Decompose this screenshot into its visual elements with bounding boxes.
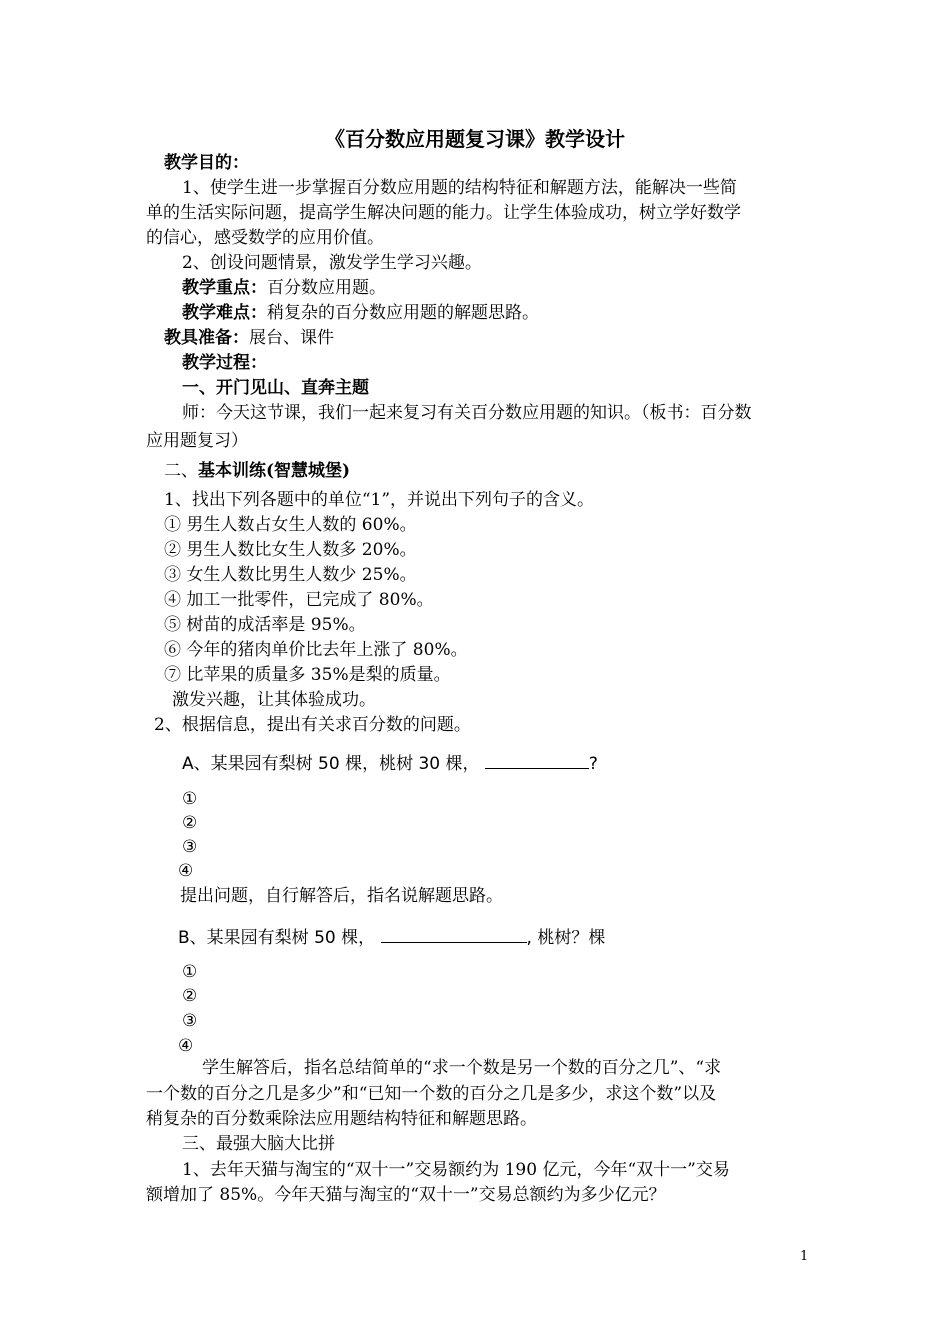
document-title: 《百分数应用题复习课》教学设计 <box>325 127 625 151</box>
difficult-point-label: 教学难点： <box>182 303 267 323</box>
difficult-point <box>182 302 539 324</box>
section-2-heading <box>164 460 350 482</box>
objective-1-line-1: 1、使学生进一步掌握百分数应用题的结构特征和解题方法，能解决一些简 <box>182 178 737 198</box>
task-2: 2、根据信息，提出有关求百分数的问题。 <box>154 715 471 735</box>
summary-line-2: 一个数的百分之几是多少”和“已知一个数的百分之几是多少，求这个数”以及 <box>146 1084 717 1104</box>
difficult-point-text: 稍复杂的百分数应用题的解题思路。 <box>267 303 539 323</box>
question-b-blank[interactable] <box>381 926 527 943</box>
list-item: ② 男生人数比女生人数多 20%。 <box>164 540 417 560</box>
question-a-mark: ② <box>182 813 198 833</box>
teaching-tools-text: 展台、课件 <box>249 328 334 348</box>
summary-line-1: 学生解答后，指名总结简单的“求一个数是另一个数的百分之几”、“求 <box>202 1058 722 1078</box>
process-heading: 教学过程： <box>182 353 267 373</box>
list-item: ① 男生人数占女生人数的 60%。 <box>164 515 417 535</box>
question-a-text: A、某果园有梨树 50 棵，桃树 30 棵， <box>182 754 480 774</box>
section-1-line-2: 应用题复习） <box>146 431 248 451</box>
question-b-mark: ② <box>182 986 198 1006</box>
question-a-note: 提出问题，自行解答后，指名说解题思路。 <box>180 886 503 906</box>
list-item: ⑤ 树苗的成活率是 95%。 <box>164 615 366 635</box>
section-3-question-1-line-1: 1、去年天猫与淘宝的“双十一”交易额约为 190 亿元，今年“双十一”交易 <box>182 1160 730 1180</box>
question-b-mark: ④ <box>178 1036 194 1056</box>
objectives-heading: 教学目的： <box>164 153 249 173</box>
summary-line-3: 稍复杂的百分数乘除法应用题结构特征和解题思路。 <box>146 1109 537 1129</box>
question-b <box>178 926 605 949</box>
question-b-mark: ③ <box>182 1011 198 1031</box>
question-a-blank[interactable] <box>485 752 589 769</box>
question-b-text: B、某果园有梨树 50 棵， <box>178 928 376 948</box>
list-item: ⑦ 比苹果的质量多 35%是梨的质量。 <box>164 665 451 685</box>
section-2-title: 基本训练(智慧城堡) <box>198 461 351 481</box>
teaching-tools-label: 教具准备： <box>164 328 249 348</box>
section-3-question-1-line-2: 额增加了 85%。今年天猫与淘宝的“双十一”交易总额约为多少亿元？ <box>146 1185 666 1205</box>
section-2-prefix: 二、 <box>164 461 198 481</box>
question-b-end: , 桃树？棵 <box>526 928 606 948</box>
question-a-end: ? <box>588 754 598 774</box>
objective-1-line-3: 的信心，感受数学的应用价值。 <box>146 228 384 248</box>
teaching-tools <box>164 327 334 349</box>
page-number: 1 <box>800 1249 809 1264</box>
objective-1-line-2: 单的生活实际问题，提高学生解决问题的能力。让学生体验成功，树立学好数学 <box>146 203 741 223</box>
encourage-note: 激发兴趣，让其体验成功。 <box>172 690 376 710</box>
question-a-mark: ③ <box>182 837 198 857</box>
objective-2: 2、创设问题情景，激发学生学习兴趣。 <box>182 253 482 273</box>
question-b-mark: ① <box>182 962 198 982</box>
question-a-mark: ④ <box>178 861 194 881</box>
list-item: ③ 女生人数比男生人数少 25%。 <box>164 565 417 585</box>
task-1: 1、找出下列各题中的单位“1”，并说出下列句子的含义。 <box>164 490 595 510</box>
list-item: ⑥ 今年的猪肉单价比去年上涨了 80%。 <box>164 640 468 660</box>
question-a <box>182 752 598 775</box>
key-point-label: 教学重点： <box>182 278 267 298</box>
key-point <box>182 277 386 299</box>
question-a-mark: ① <box>182 789 198 809</box>
list-item: ④ 加工一批零件，已完成了 80%。 <box>164 590 434 610</box>
section-1-heading: 一、开门见山、直奔主题 <box>182 378 369 398</box>
section-1-line-1: 师：今天这节课，我们一起来复习有关百分数应用题的知识。（板书：百分数 <box>182 403 752 423</box>
section-3-heading: 三、最强大脑大比拼 <box>182 1134 335 1154</box>
key-point-text: 百分数应用题。 <box>267 278 386 298</box>
